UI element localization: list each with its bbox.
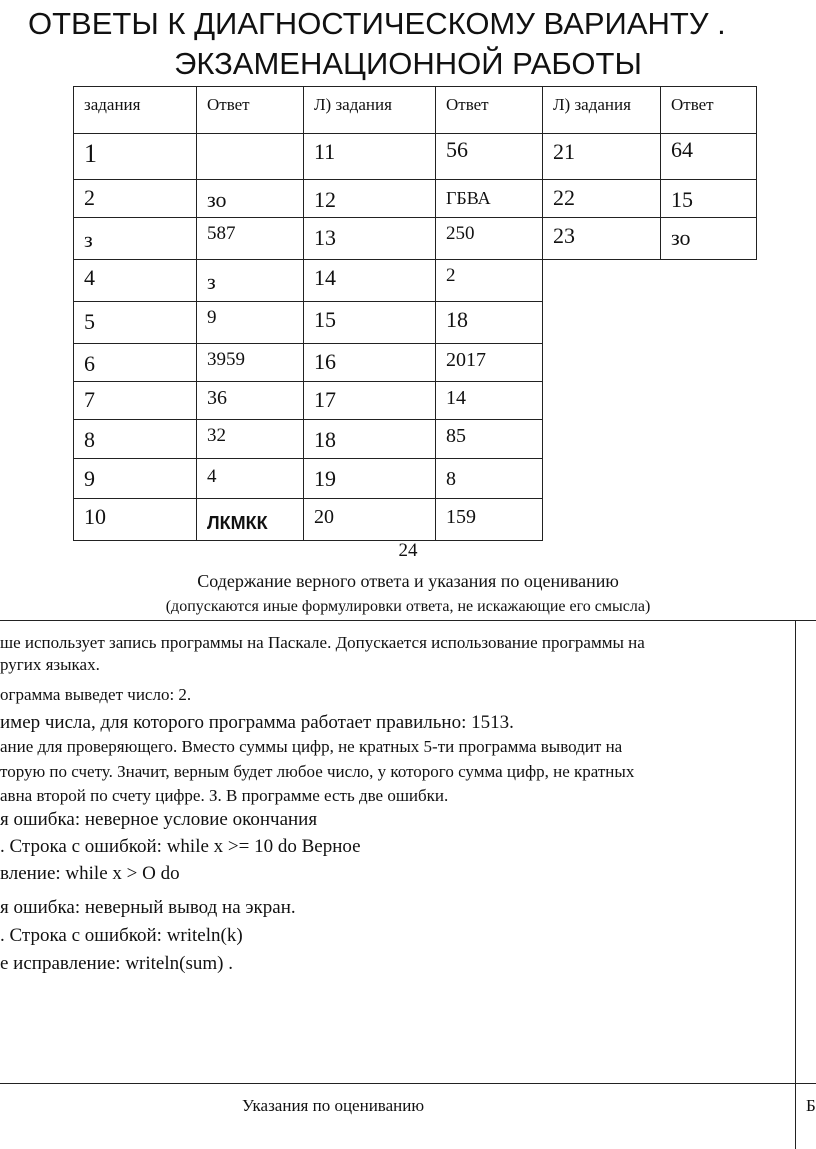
table-cell: з [74,218,197,260]
table-row [74,499,757,541]
table-cell: 13 [304,218,436,260]
table-cell: 21 [543,134,661,180]
content-line: ание для проверяющего. Вместо суммы цифр, не кратных 5-ти программа выводит на [0,737,623,756]
table-cell: 5 [74,302,197,344]
table-cell: 9 [197,302,304,344]
table-cell: 14 [304,260,436,302]
table-cell: ЛКМКК [197,499,304,541]
header-cell: Ответ [197,87,304,134]
table-cell: 10 [74,499,197,541]
table-cell: 12 [304,180,436,218]
table-cell [197,134,304,180]
table-cell: 9 [74,459,197,499]
table-cell: 15 [304,302,436,344]
header-cell: Ответ [661,87,757,134]
table-cell: 15 [661,180,757,218]
table-cell: зо [661,218,757,260]
content-line: ограмма выведет число: 2. [0,685,192,704]
table-cell: 16 [304,344,436,382]
table-cell: 14 [436,382,543,420]
content-line: я ошибка: неверное условие окончания [0,809,318,830]
content-subtitle: (допускаются иные формулировки ответа, не искажающие его смысла) [165,598,651,615]
table-cell: 4 [197,459,304,499]
header-cell: Л) задания [304,87,436,134]
table-row [74,344,757,382]
content-line: имер числа, для которого программа работает правильно: 1513. [0,712,514,733]
content-line: . Строка с ошибкой: writeln(k) [0,925,243,946]
table-cell: 2017 [436,344,543,382]
divider [0,620,816,621]
content-line: торую по счету. Значит, верным будет любое число, у которого сумма цифр, не кратных [0,762,635,781]
content-line: . Строка с ошибкой: while x >= 10 do Верное [0,836,361,857]
table-cell: 64 [661,134,757,180]
table-cell: 250 [436,218,543,260]
table-cell: 11 [304,134,436,180]
table-row [74,218,757,260]
table-cell: 4 [74,260,197,302]
table-header-row [74,87,757,134]
table-cell: 159 [436,499,543,541]
title-line-2: ЭКЗАМЕНАЦИОННОЙ РАБОТЫ [174,46,642,81]
answer-table [73,86,757,541]
table-cell: 6 [74,344,197,382]
table-row [74,302,757,344]
table-cell: 7 [74,382,197,420]
table-cell: 19 [304,459,436,499]
column-divider [795,620,796,1149]
table-cell: 36 [197,382,304,420]
content-line: авна второй по счету цифре. З. В программе есть две ошибки. [0,786,449,805]
table-cell: 1 [74,134,197,180]
content-line: ругих языках. [0,655,100,674]
table-cell: 2 [436,260,543,302]
page-number: 24 [398,540,418,561]
header-cell: Л) задания [543,87,661,134]
table-row [74,459,757,499]
table-cell: 3959 [197,344,304,382]
table-row [74,134,757,180]
header-cell: Ответ [436,87,543,134]
table-row [74,260,757,302]
content-title: Содержание верного ответа и указания по оцениванию [197,571,619,591]
table-cell: 18 [304,420,436,459]
table-cell: 32 [197,420,304,459]
table-cell: 587 [197,218,304,260]
table-cell: 18 [436,302,543,344]
table-cell: 85 [436,420,543,459]
table-cell: 17 [304,382,436,420]
table-cell: 23 [543,218,661,260]
table-cell: зо [197,180,304,218]
table-cell: ГБВА [436,180,543,218]
answer-content-box [0,620,816,1149]
table-cell: з [197,260,304,302]
content-line: вление: while x > O do [0,863,180,884]
content-line: я ошибка: неверный вывод на экран. [0,897,296,918]
divider [0,1083,816,1084]
content-line: ше использует запись программы на Паскале. Допускается использование программы на [0,633,645,652]
title-line-1: ОТВЕТЫ К ДИАГНОСТИЧЕСКОМУ ВАРИАНТУ . [28,6,726,41]
table-cell: 8 [74,420,197,459]
header-cell: задания [74,87,197,134]
content-line: е исправление: writeln(sum) . [0,953,233,974]
table-cell: 22 [543,180,661,218]
table-row [74,420,757,459]
table-cell: 2 [74,180,197,218]
grading-column-label: Б [806,1096,816,1115]
table-cell: 20 [304,499,436,541]
table-row [74,180,757,218]
table-cell: 56 [436,134,543,180]
table-row [74,382,757,420]
table-cell: 8 [436,459,543,499]
grading-label: Указания по оцениванию [242,1096,425,1115]
